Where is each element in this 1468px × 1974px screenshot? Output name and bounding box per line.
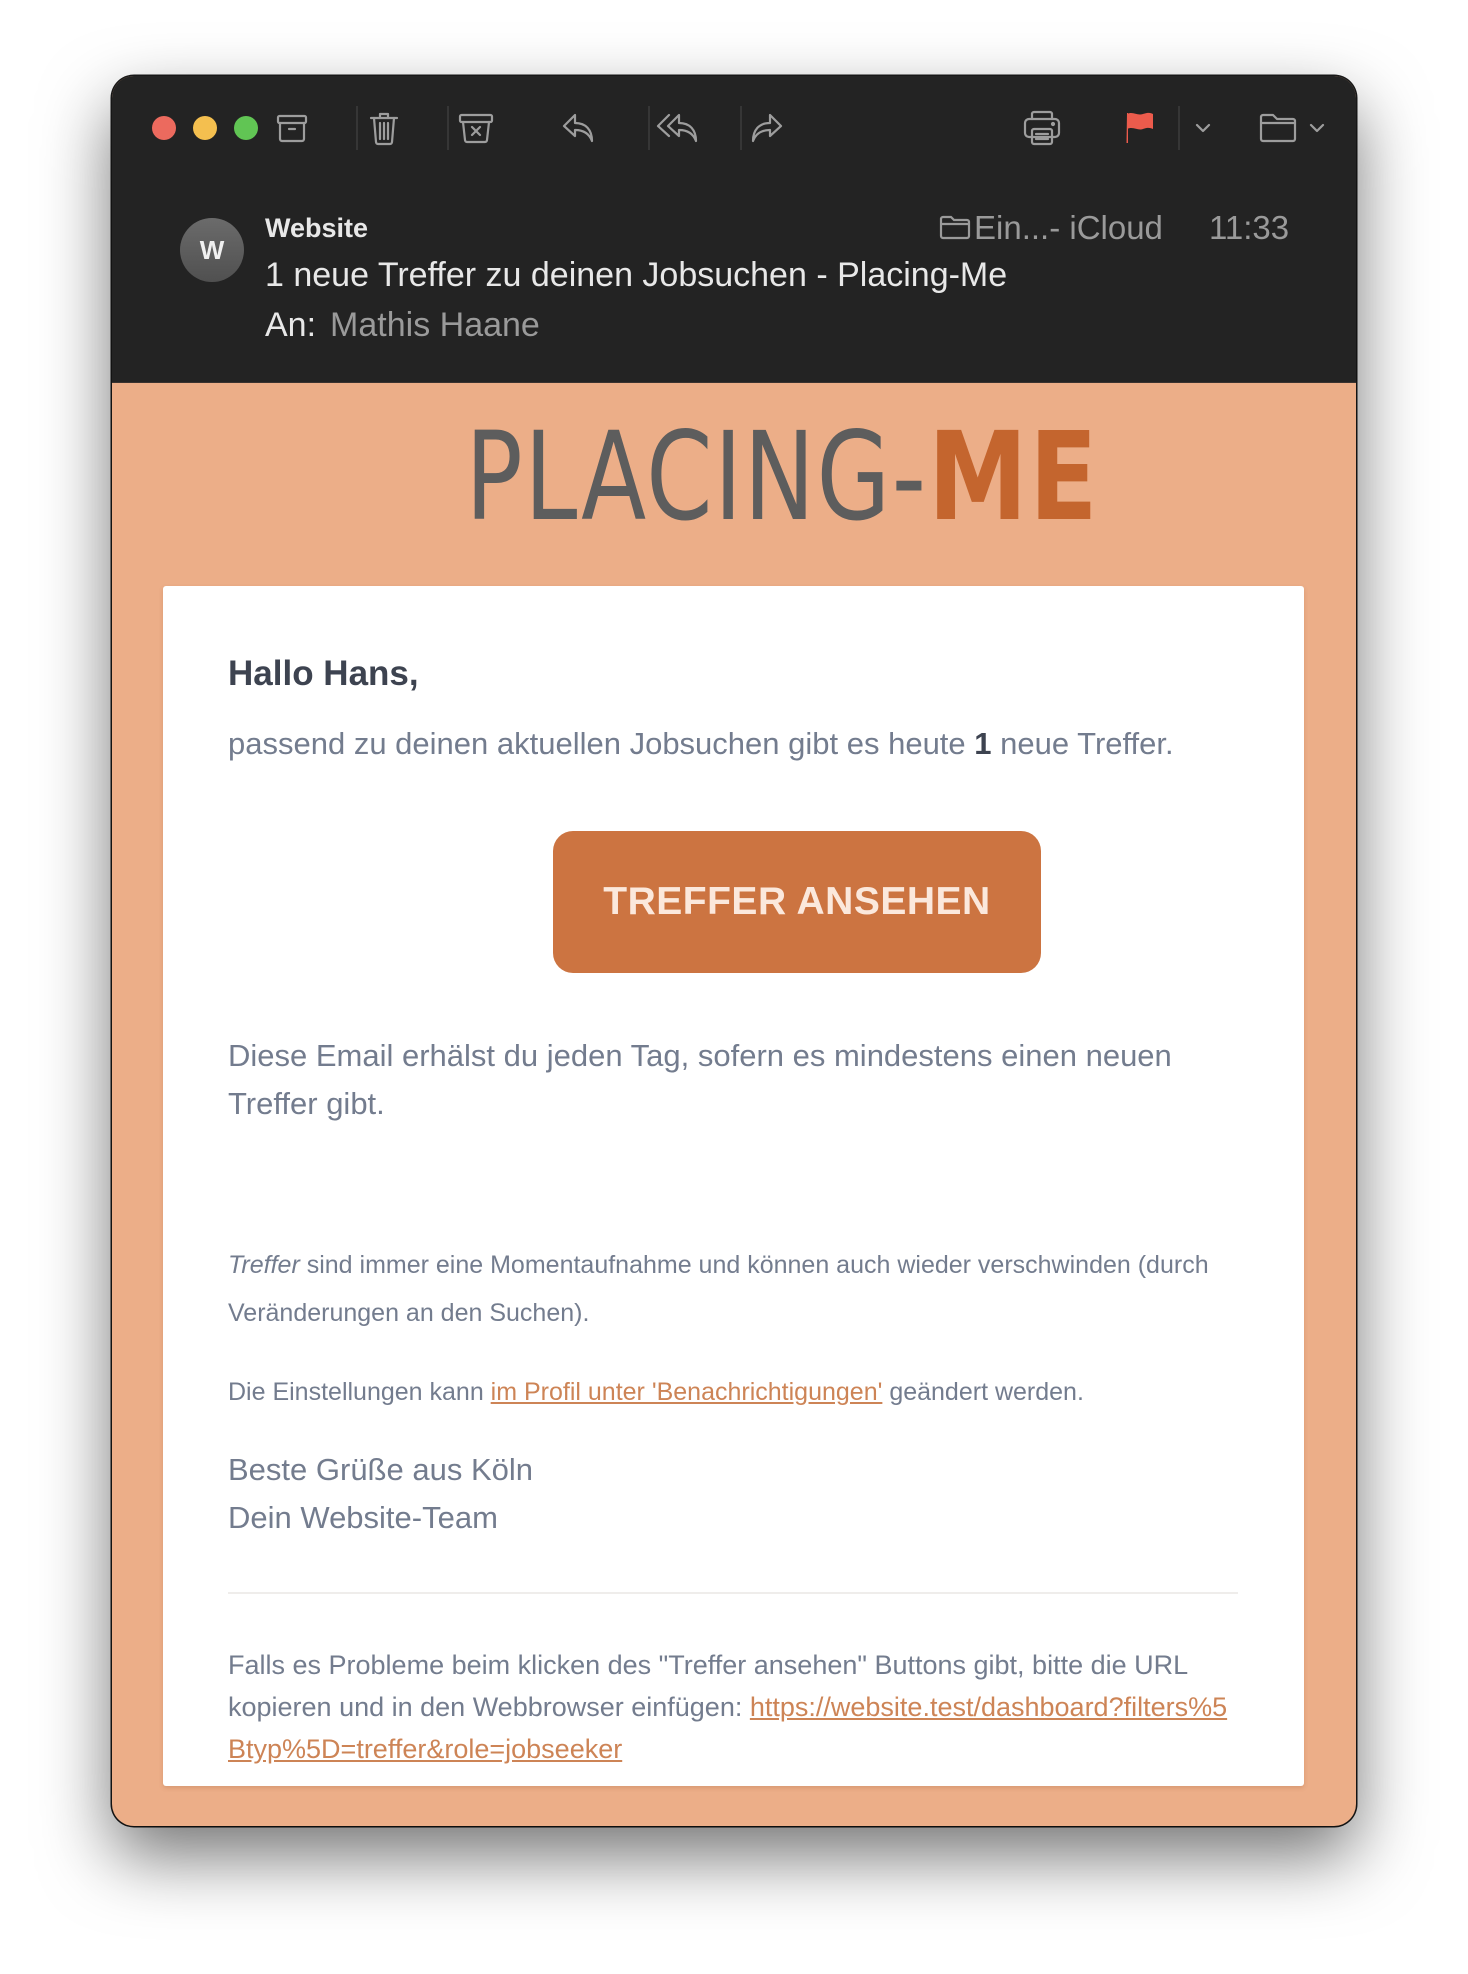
- signoff-line-2: Dein Website-Team: [228, 1500, 498, 1535]
- fallback-text: Falls es Probleme beim klicken des "Treffer ansehen" Buttons gibt, bitte die URL kopieren und in den Webbrowser einfügen:: [228, 1650, 1188, 1722]
- forward-button[interactable]: [744, 104, 788, 152]
- archive-button[interactable]: [272, 104, 312, 152]
- mail-window: [112, 76, 1356, 1826]
- window-controls: [152, 116, 258, 140]
- junk-icon: [457, 111, 495, 145]
- trash-icon: [367, 110, 401, 146]
- print-button[interactable]: [1020, 104, 1064, 152]
- junk-button[interactable]: [454, 104, 498, 152]
- placing-me-logo: [398, 406, 1100, 548]
- snapshot-note-emphasis: Treffer: [228, 1251, 300, 1279]
- settings-note: [228, 1372, 1238, 1412]
- toolbar-divider: [356, 106, 358, 150]
- flag-menu-button[interactable]: [1188, 104, 1218, 152]
- snapshot-note: [228, 1241, 1238, 1337]
- flag-icon: [1123, 110, 1157, 146]
- logo-text-me: ME: [927, 406, 1100, 548]
- forward-icon: [747, 111, 785, 145]
- toolbar-divider: [648, 106, 650, 150]
- reply-all-icon: [655, 111, 703, 145]
- move-to-folder-button[interactable]: [1252, 104, 1332, 152]
- view-matches-button[interactable]: TREFFER ANSEHEN: [553, 831, 1041, 973]
- delete-button[interactable]: [364, 104, 404, 152]
- email-content-card: [163, 586, 1304, 1786]
- snapshot-note-text: sind immer eine Momentaufnahme und können auch wieder verschwinden (durch Veränderungen an den Suchen).: [228, 1251, 1209, 1327]
- close-window-button[interactable]: [152, 116, 176, 140]
- reply-button[interactable]: [557, 104, 601, 152]
- mail-header-chrome: [112, 76, 1356, 383]
- mailbox-name: Ein...- iCloud: [974, 209, 1163, 246]
- settings-note-end: geändert werden.: [882, 1378, 1084, 1406]
- recipient-row: [265, 306, 540, 345]
- zoom-window-button[interactable]: [234, 116, 258, 140]
- minimize-window-button[interactable]: [193, 116, 217, 140]
- signoff: [228, 1446, 533, 1542]
- archive-icon: [275, 111, 309, 145]
- flag-button[interactable]: [1118, 104, 1162, 152]
- toolbar-divider: [740, 106, 742, 150]
- received-time: 11:33: [1209, 209, 1290, 246]
- recipient-name[interactable]: Mathis Haane: [330, 306, 540, 344]
- footer-divider: [228, 1592, 1238, 1594]
- sender-name[interactable]: Website: [265, 213, 369, 243]
- daily-notice: Diese Email erhälst du jeden Tag, sofern es mindestens einen neuen Treffer gibt.: [228, 1038, 1172, 1121]
- chevron-down-icon: [1194, 122, 1212, 134]
- reply-all-button[interactable]: [652, 104, 706, 152]
- dashboard-url-link[interactable]: https://website.test/dashboard?filters%5Btyp%5D=treffer&role=jobseeker: [228, 1692, 1228, 1764]
- intro-text: [228, 726, 1174, 762]
- folder-icon: [938, 214, 972, 242]
- reply-icon: [560, 111, 598, 145]
- email-subject: 1 neue Treffer zu deinen Jobsuchen - Placing-Me: [265, 256, 1008, 294]
- folder-icon: [1258, 111, 1300, 145]
- intro-text-end: neue Treffer.: [991, 726, 1174, 761]
- notification-settings-link[interactable]: im Profil unter 'Benachrichtigungen': [490, 1378, 883, 1406]
- mailbox-location: [938, 209, 1163, 247]
- chevron-down-icon: [1308, 122, 1326, 134]
- toolbar-divider: [1178, 106, 1180, 150]
- signoff-line-1: Beste Grüße aus Köln: [228, 1452, 533, 1487]
- printer-icon: [1022, 109, 1062, 147]
- greeting: Hallo Hans,: [228, 654, 419, 693]
- sender-avatar: W: [180, 218, 244, 282]
- recipient-label: An:: [265, 306, 317, 344]
- settings-note-start: Die Einstellungen kann: [228, 1378, 491, 1406]
- fallback-url-note: [228, 1644, 1238, 1770]
- toolbar-divider: [447, 106, 449, 150]
- intro-text-start: passend zu deinen aktuellen Jobsuchen gibt es heute: [228, 726, 975, 761]
- logo-text-placing: PLACING-: [465, 406, 928, 548]
- match-count: 1: [974, 726, 992, 761]
